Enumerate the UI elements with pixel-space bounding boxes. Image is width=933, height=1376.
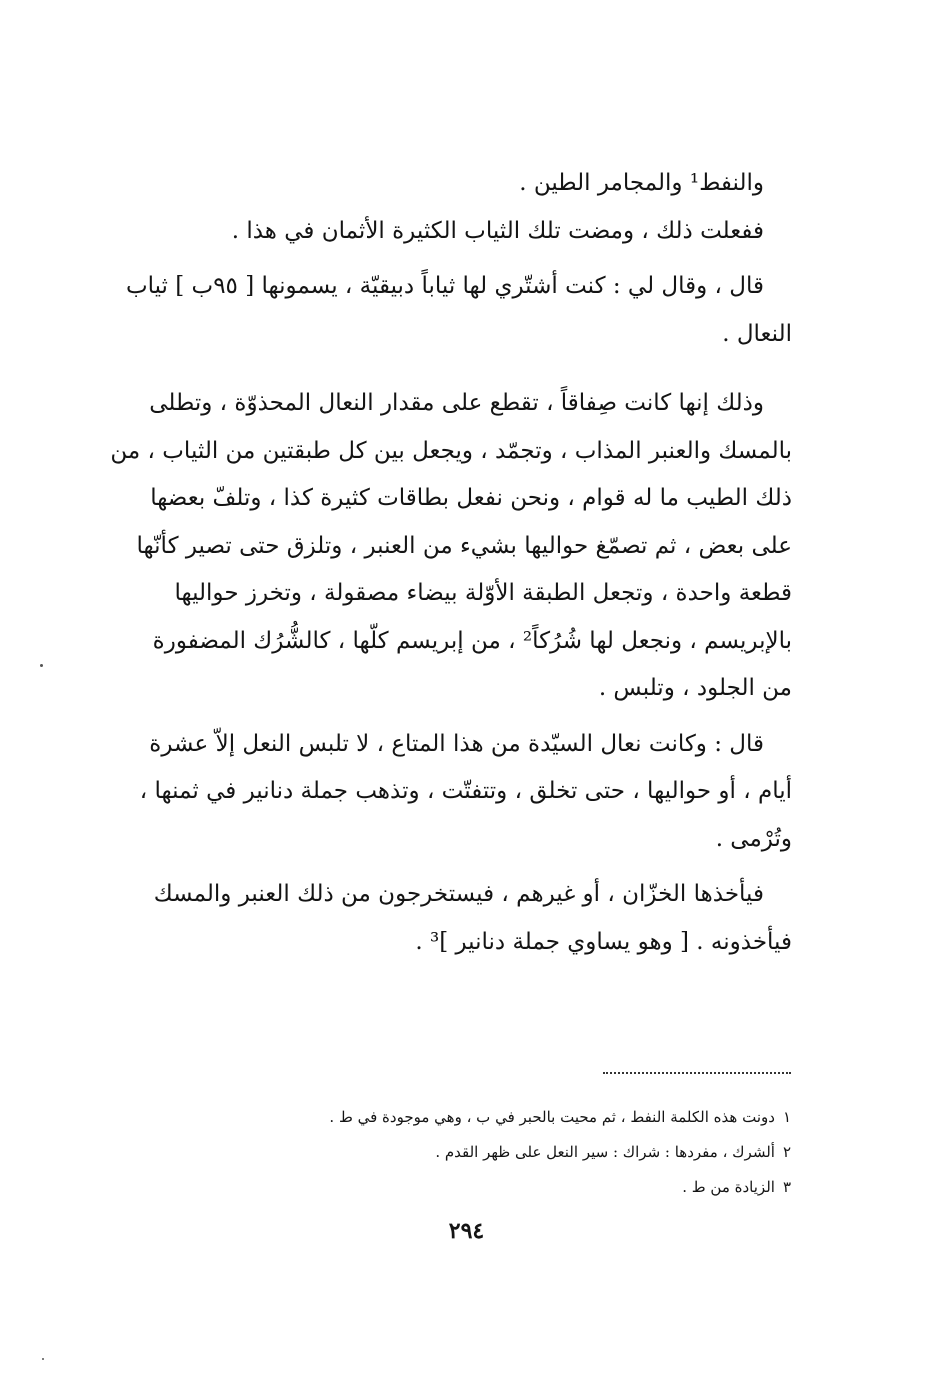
scan-speck — [42, 1358, 44, 1360]
text-line: قال : وكانت نعال السيّدة من هذا المتاع ، لا تلبس النعل إلاّ عشرة — [149, 730, 764, 757]
text-line: من الجلود ، وتلبس . — [598, 675, 792, 701]
text-line: على بعض ، ثم تصمّغ حواليها بشيء من العنبر ، وتلزق حتى تصير كأنّها — [136, 532, 792, 559]
footnote-number: ١ — [782, 1108, 791, 1126]
text-line: أيام ، أو حواليها ، حتى تخلق ، وتتفتّت ، وتذهب جملة دنانير في ثمنها ، — [139, 778, 792, 804]
footnote-divider — [603, 1072, 791, 1074]
paragraph — [108, 208, 792, 256]
footnote-number: ٣ — [782, 1178, 791, 1196]
paragraph — [108, 160, 792, 208]
footnotes — [231, 1100, 791, 1205]
text-line: بالإبريسم ، ونجعل لها شُرُكاً² ، من إبريسم كلّها ، كالشُّرُك المضفورة — [152, 627, 792, 654]
paragraph — [108, 263, 792, 358]
text-line: النعال . — [722, 320, 792, 347]
paragraph — [108, 871, 792, 966]
main-text — [108, 160, 792, 966]
footnote-text: ألشرك ، مفردها : شراك : سير النعل على ظهر القدم . — [435, 1143, 775, 1161]
text-line: وتُرْمى . — [715, 825, 792, 852]
text-line: والنفط¹ والمجامر الطين . — [519, 170, 764, 196]
page-number: ٢٩٤ — [448, 1218, 485, 1244]
text-line: ففعلت ذلك ، ومضت تلك الثياب الكثيرة الأثمان في هذا . — [231, 217, 764, 244]
footnote — [231, 1100, 791, 1135]
text-line: فيأخذونه . [ وهو يساوي جملة دنانير ]³ . — [415, 928, 792, 955]
text-line: ذلك الطيب ما له قوام ، ونحن نفعل بطاقات كثيرة كذا ، وتلفّ بعضها — [150, 485, 792, 511]
text-line: وذلك إنها كانت صِفاقاً ، تقطع على مقدار النعال المحذوّة ، وتطلى — [149, 390, 764, 416]
paragraph — [108, 380, 792, 713]
text-line: فيأخذها الخزّان ، أو غيرهم ، فيستخرجون من ذلك العنبر والمسك — [153, 881, 764, 907]
text-line: قطعة واحدة ، وتجعل الطبقة الأوّلة بيضاء مصقولة ، وتخرز حواليها — [174, 580, 792, 606]
footnote-text: دونت هذه الكلمة النفط ، ثم محيت بالحبر في ب ، وهي موجودة في ط . — [329, 1108, 775, 1126]
footnote — [231, 1135, 791, 1170]
footnote-text: الزيادة من ط . — [682, 1178, 775, 1196]
scan-speck — [40, 664, 43, 667]
paragraph — [108, 721, 792, 864]
text-line: بالمسك والعنبر المذاب ، وتجمّد ، ويجعل بين كل طبقتين من الثياب ، من — [110, 437, 792, 464]
footnote — [231, 1170, 791, 1205]
footnote-number: ٢ — [782, 1143, 791, 1161]
text-line: قال ، وقال لي : كنت أشتّري لها ثياباً دبيقيّة ، يسمونها [ ٩٥ب ] ثياب — [125, 273, 764, 299]
